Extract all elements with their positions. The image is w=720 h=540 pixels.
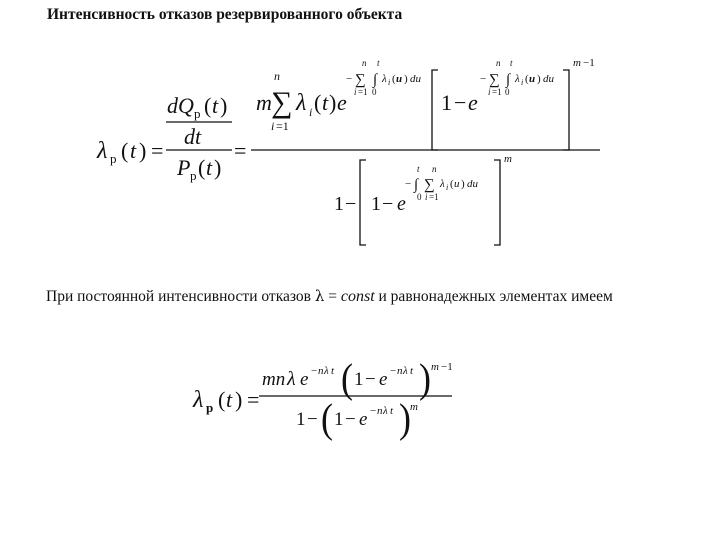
svg-text:=: =: [247, 387, 260, 412]
svg-text:−: −: [480, 73, 487, 85]
svg-text:=: =: [151, 138, 164, 163]
svg-text:n: n: [377, 405, 383, 417]
svg-text:λ: λ: [403, 365, 408, 377]
svg-text:): ): [220, 93, 228, 118]
svg-text:dQ: dQ: [167, 93, 194, 118]
svg-text:t: t: [212, 93, 219, 118]
svg-text:): ): [537, 73, 541, 85]
svg-text:1: 1: [334, 193, 344, 215]
svg-text:du: du: [410, 73, 421, 85]
svg-text:n: n: [496, 58, 501, 68]
svg-text:0: 0: [417, 192, 422, 202]
svg-text:(: (: [218, 387, 226, 412]
svg-text:t: t: [322, 90, 329, 115]
svg-text:du: du: [467, 178, 478, 190]
svg-text:∑: ∑: [489, 72, 500, 88]
svg-text:): ): [139, 138, 147, 163]
svg-text:i: i: [488, 87, 491, 97]
svg-text:=1: =1: [358, 87, 368, 97]
svg-text:−1: −1: [583, 57, 595, 69]
svg-text:t: t: [417, 164, 420, 174]
svg-text:t: t: [410, 365, 414, 377]
svg-text:р: р: [206, 400, 214, 415]
svg-text:λ: λ: [440, 178, 445, 190]
svg-text:0: 0: [372, 87, 377, 97]
svg-text:−: −: [346, 73, 353, 85]
svg-text:λ: λ: [296, 90, 307, 116]
svg-text:(: (: [198, 155, 206, 180]
svg-text:t: t: [510, 58, 513, 68]
svg-text:(: (: [121, 138, 129, 163]
svg-text:−: −: [370, 405, 377, 417]
svg-text:∫: ∫: [373, 72, 378, 88]
svg-text:∫: ∫: [506, 72, 511, 88]
svg-text:λ: λ: [515, 73, 520, 85]
svg-text:−: −: [311, 365, 318, 377]
svg-text:i: i: [425, 192, 428, 202]
svg-text:P: P: [177, 155, 191, 180]
svg-text:р: р: [194, 106, 201, 121]
svg-text:(: (: [525, 73, 529, 85]
page-title: Интенсивность отказов резервированного объекта: [47, 6, 403, 23]
svg-text:mn: mn: [262, 369, 286, 390]
svg-text:e: e: [337, 90, 347, 115]
lambda-symbol: λ: [314, 287, 325, 305]
svg-text:(: (: [204, 93, 212, 118]
svg-text:λ: λ: [287, 368, 296, 390]
svg-text:−: −: [345, 193, 357, 215]
svg-text:λ: λ: [193, 387, 204, 413]
statement-equals: =: [324, 288, 341, 305]
svg-text:du: du: [543, 73, 554, 85]
statement-after: и равнонадежных элементах имеем: [374, 288, 613, 305]
svg-text:): ): [404, 73, 408, 85]
svg-text:=1: =1: [429, 192, 439, 202]
svg-text:=1: =1: [492, 87, 502, 97]
svg-text:u: u: [529, 73, 536, 85]
svg-text:m: m: [573, 57, 581, 69]
svg-text:∑: ∑: [424, 177, 435, 193]
svg-text:i: i: [388, 78, 391, 87]
svg-text:u: u: [454, 178, 460, 190]
svg-text:m: m: [431, 361, 439, 373]
svg-text:−1: −1: [441, 361, 453, 373]
svg-text:∑: ∑: [271, 86, 293, 119]
svg-text:i: i: [309, 105, 313, 119]
svg-text:−: −: [454, 90, 467, 115]
svg-text:1: 1: [296, 409, 306, 430]
svg-text:m: m: [504, 153, 512, 165]
svg-text:−: −: [382, 193, 394, 215]
svg-text:(: (: [392, 73, 396, 85]
svg-text:−: −: [365, 369, 376, 390]
svg-text:m: m: [256, 90, 272, 115]
statement-before: При постоянной интенсивности отказов: [46, 288, 315, 305]
svg-text:λ: λ: [324, 365, 329, 377]
svg-text:): ): [419, 355, 431, 402]
svg-text:=1: =1: [276, 119, 289, 133]
svg-text:i: i: [521, 78, 524, 87]
svg-text:1: 1: [441, 90, 452, 115]
svg-text:t: t: [226, 387, 233, 412]
svg-text:(: (: [321, 395, 333, 442]
svg-text:n: n: [397, 365, 403, 377]
svg-text:): ): [461, 178, 465, 190]
svg-text:): ): [399, 395, 411, 442]
svg-text:e: e: [468, 90, 478, 115]
svg-text:−: −: [307, 409, 318, 430]
svg-text:λ: λ: [382, 73, 387, 85]
svg-text:e: e: [379, 369, 388, 390]
svg-text:λ: λ: [97, 138, 108, 164]
svg-text:−: −: [405, 178, 412, 190]
svg-text:∑: ∑: [355, 72, 366, 88]
svg-text:р: р: [110, 151, 117, 166]
svg-text:n: n: [274, 69, 280, 83]
svg-text:): ): [214, 155, 222, 180]
svg-text:i: i: [271, 119, 275, 133]
svg-text:n: n: [362, 58, 367, 68]
svg-text:=: =: [234, 138, 247, 163]
svg-text:∫: ∫: [414, 177, 419, 193]
svg-text:): ): [329, 90, 337, 115]
svg-text:n: n: [318, 365, 324, 377]
svg-text:−: −: [390, 365, 397, 377]
svg-text:1: 1: [354, 369, 364, 390]
svg-text:t: t: [390, 405, 394, 417]
svg-text:−: −: [345, 409, 356, 430]
svg-text:dt: dt: [184, 124, 202, 149]
svg-text:1: 1: [371, 193, 381, 215]
svg-text:t: t: [377, 58, 380, 68]
svg-text:(: (: [314, 90, 322, 115]
svg-text:e: e: [397, 193, 406, 215]
svg-text:i: i: [446, 183, 449, 192]
svg-text:λ: λ: [383, 405, 388, 417]
svg-text:t: t: [130, 138, 137, 163]
svg-text:(: (: [450, 178, 454, 190]
svg-text:n: n: [432, 164, 437, 174]
svg-text:t: t: [206, 155, 213, 180]
svg-text:0: 0: [505, 87, 510, 97]
svg-text:р: р: [190, 168, 197, 183]
svg-text:e: e: [300, 369, 309, 390]
svg-text:(: (: [341, 355, 353, 402]
svg-text:1: 1: [334, 409, 344, 430]
svg-text:m: m: [410, 401, 418, 413]
svg-text:i: i: [354, 87, 357, 97]
const-word: const: [340, 288, 375, 305]
svg-text:): ): [235, 387, 243, 412]
svg-text:e: e: [359, 409, 368, 430]
svg-text:t: t: [331, 365, 335, 377]
svg-text:u: u: [396, 73, 403, 85]
